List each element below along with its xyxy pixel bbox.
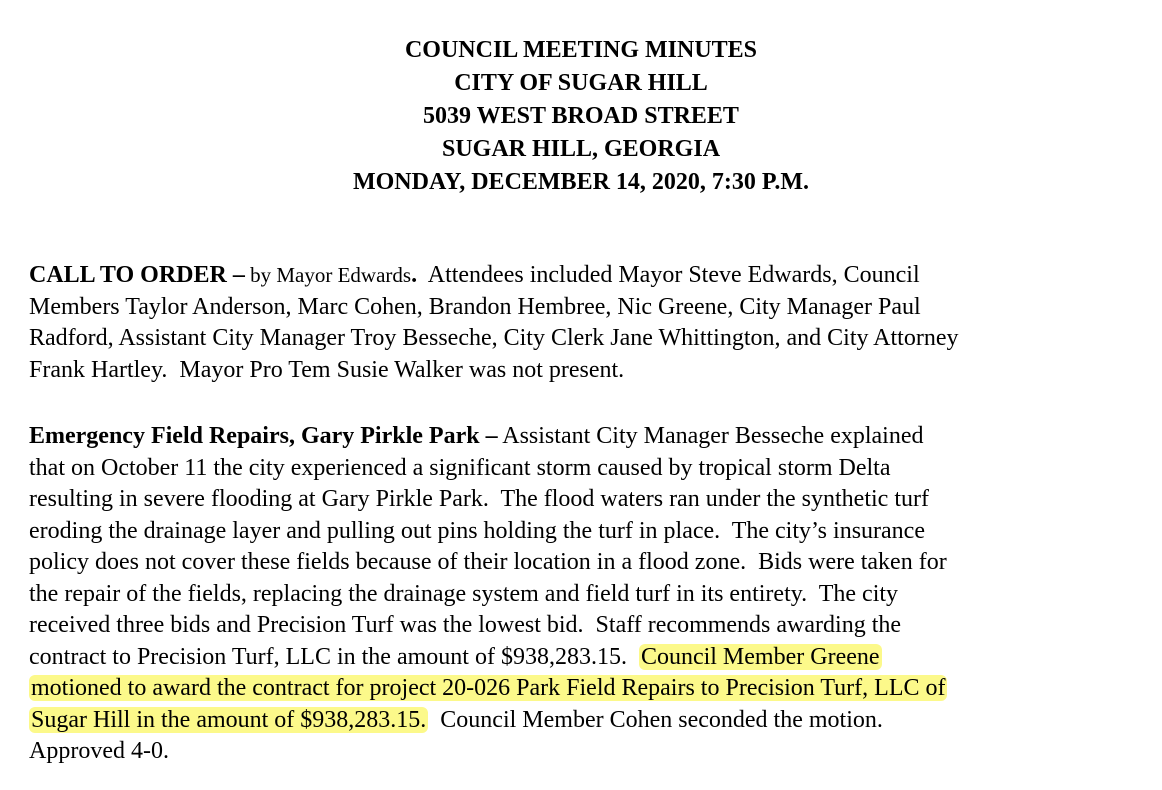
emergency-line-10 [29, 705, 1149, 737]
highlighted-motion-part-3: Sugar Hill in the amount of $938,283.15. [31, 706, 427, 733]
header-title: COUNCIL MEETING MINUTES [404, 37, 758, 63]
call-to-order-line-1 [29, 260, 1149, 292]
emergency-repairs-paragraph [29, 421, 1149, 768]
emergency-line-7: received three bids and Precision Turf was the lowest bid. Staff recommends awarding the [29, 612, 902, 638]
emergency-line-5: policy does not cover these fields because of their location in a flood zone. Bids were taken for [29, 549, 947, 575]
emergency-line-8-text: contract to Precision Turf, LLC in the amount of $938,283.15. [29, 643, 639, 670]
emergency-line-8 [29, 642, 1149, 674]
document-header [0, 34, 1162, 199]
header-city: CITY OF SUGAR HILL [454, 70, 708, 96]
emergency-line-1-text: Assistant City Manager Besseche explained [497, 423, 924, 449]
emergency-line-3: resulting in severe flooding at Gary Pirkle Park. The flood waters ran under the synthetic turf [29, 486, 929, 512]
call-to-order-line-4: Frank Hartley. Mayor Pro Tem Susie Walker was not present. [29, 356, 625, 383]
call-to-order-line-1-text: Attendees included Mayor Steve Edwards, Council [417, 262, 920, 288]
emergency-heading: Emergency Field Repairs, Gary Pirkle Park – [29, 423, 498, 449]
emergency-line-11: Approved 4-0. [29, 738, 169, 764]
call-to-order-line-2: Members Taylor Anderson, Marc Cohen, Brandon Hembree, Nic Greene, City Manager Paul [29, 293, 921, 320]
header-address: 5039 WEST BROAD STREET [423, 103, 739, 129]
call-to-order-by: by Mayor Edwards [244, 263, 412, 287]
emergency-line-4: eroding the drainage layer and pulling out pins holding the turf in place. The city’s insurance [29, 517, 925, 544]
call-to-order-line-3: Radford, Assistant City Manager Troy Besseche, City Clerk Jane Whittington, and City Attorney [29, 325, 959, 351]
emergency-line-9 [29, 673, 1149, 705]
emergency-line-1 [29, 421, 1149, 453]
call-to-order-heading: CALL TO ORDER – [29, 262, 245, 288]
header-date: MONDAY, DECEMBER 14, 2020, 7:30 P.M. [352, 169, 810, 195]
header-city-state: SUGAR HILL, GEORGIA [441, 136, 721, 162]
highlighted-motion-part-1: Council Member Greene [640, 643, 880, 670]
call-to-order-paragraph [29, 260, 1149, 386]
emergency-line-2: that on October 11 the city experienced a significant storm caused by tropical storm Delta [29, 454, 891, 481]
emergency-line-6: the repair of the fields, replacing the drainage system and field turf in its entirety. The city [29, 580, 899, 607]
call-to-order-period: . [411, 262, 418, 288]
emergency-line-10-text: Council Member Cohen seconded the motion. [428, 706, 883, 733]
highlighted-motion-part-2: motioned to award the contract for project 20-026 Park Field Repairs to Precision Turf, LLC of [31, 675, 946, 701]
